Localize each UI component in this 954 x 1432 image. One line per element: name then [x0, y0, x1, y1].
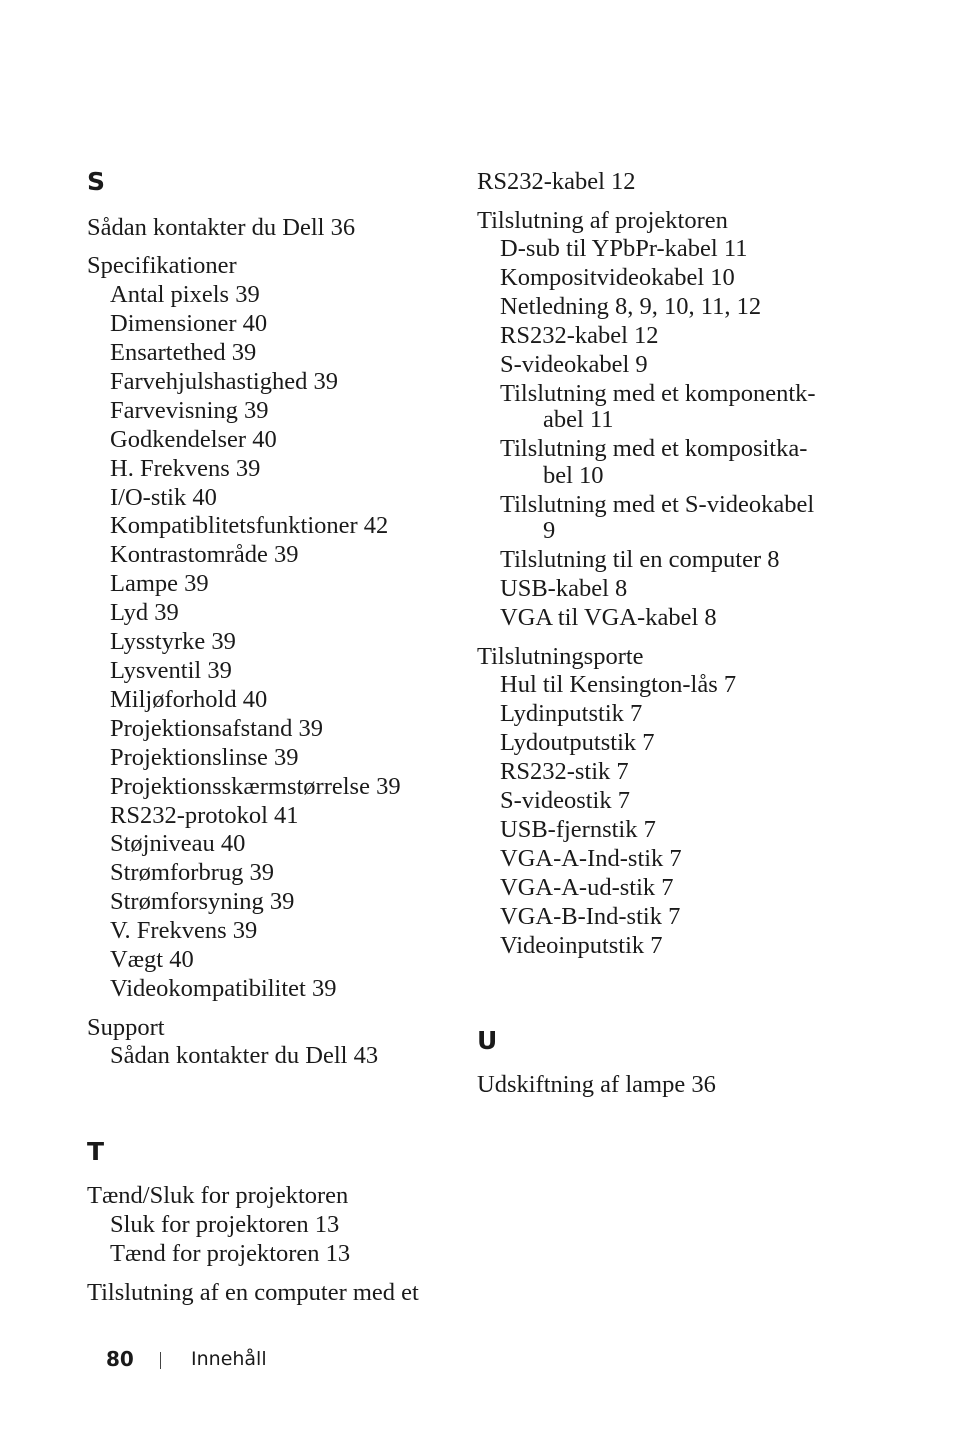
index-subentry: Lampe 39	[110, 570, 209, 597]
index-subentry: Tænd for projektoren 13	[110, 1240, 351, 1267]
index-subentry: VGA til VGA-kabel 8	[500, 604, 717, 631]
index-subentry-continuation: 9	[543, 517, 556, 544]
index-subentry: Godkendelser 40	[110, 426, 277, 453]
index-subentry: Kompositvideokabel 10	[500, 264, 735, 291]
index-subentry: Dimensioner 40	[110, 310, 268, 337]
index-entry: RS232-kabel 12	[477, 168, 636, 195]
index-subentry: Kompatiblitetsfunktioner 42	[110, 512, 389, 539]
index-subentry: I/O-stik 40	[110, 484, 217, 511]
index-subentry: Ensartethed 39	[110, 339, 257, 366]
index-subentry: Netledning 8, 9, 10, 11, 12	[500, 293, 762, 320]
index-subentry: H. Frekvens 39	[110, 455, 261, 482]
index-subentry: Lyd 39	[110, 599, 179, 626]
index-subentry: RS232-stik 7	[500, 758, 629, 785]
index-subentry: Tilslutning med et S-videokabel	[500, 491, 815, 518]
index-subentry: Strømforbrug 39	[110, 859, 274, 886]
index-entry: Tilslutning af en computer med et	[87, 1279, 419, 1306]
index-subentry: VGA-B-Ind-stik 7	[500, 903, 681, 930]
index-entry: Tilslutning af projektoren	[477, 207, 728, 234]
index-subentry: Farvehjulshastighed 39	[110, 368, 338, 395]
index-subentry: Videoinputstik 7	[500, 932, 663, 959]
index-subentry: RS232-kabel 12	[500, 322, 659, 349]
index-subentry: Lysventil 39	[110, 657, 232, 684]
index-subentry: Sluk for projektoren 13	[110, 1211, 340, 1238]
index-subentry: Miljøforhold 40	[110, 686, 268, 713]
index-subentry: Sådan kontakter du Dell 43	[110, 1042, 379, 1069]
index-entry: Udskiftning af lampe 36	[477, 1071, 716, 1098]
index-subentry: VGA-A-Ind-stik 7	[500, 845, 682, 872]
index-subentry: Vægt 40	[110, 946, 194, 973]
footer-section-title: Innehåll	[191, 1348, 267, 1370]
index-subentry: V. Frekvens 39	[110, 917, 258, 944]
index-subentry: VGA-A-ud-stik 7	[500, 874, 674, 901]
index-subentry-continuation: abel 11	[543, 406, 614, 433]
index-subentry: RS232-protokol 41	[110, 802, 299, 829]
index-entry: Tilslutningsporte	[477, 643, 644, 670]
index-subentry: Hul til Kensington-lås 7	[500, 671, 737, 698]
index-subentry: Kontrastområde 39	[110, 541, 299, 568]
index-subentry: Lydoutputstik 7	[500, 729, 655, 756]
index-subentry: Projektionslinse 39	[110, 744, 299, 771]
index-subentry: USB-kabel 8	[500, 575, 628, 602]
index-subentry: Projektionsafstand 39	[110, 715, 323, 742]
footer-divider	[160, 1352, 161, 1369]
index-subentry: S-videokabel 9	[500, 351, 648, 378]
index-subentry: Videokompatibilitet 39	[110, 975, 337, 1002]
index-subentry: Tilslutning med et komponentk-	[500, 380, 816, 407]
index-entry: Sådan kontakter du Dell 36	[87, 214, 356, 241]
section-letter-t: T	[87, 1137, 105, 1166]
index-subentry: Antal pixels 39	[110, 281, 260, 308]
index-entry: Support	[87, 1014, 165, 1041]
index-subentry: D-sub til YPbPr-kabel 11	[500, 235, 748, 262]
index-subentry: S-videostik 7	[500, 787, 630, 814]
index-subentry: Strømforsyning 39	[110, 888, 295, 915]
index-subentry: Støjniveau 40	[110, 830, 246, 857]
index-subentry: Tilslutning med et kompositka-	[500, 435, 808, 462]
index-subentry: Farvevisning 39	[110, 397, 269, 424]
index-subentry: Lydinputstik 7	[500, 700, 643, 727]
index-subentry-continuation: bel 10	[543, 462, 604, 489]
section-letter-u: U	[477, 1026, 498, 1055]
index-subentry: Tilslutning til en computer 8	[500, 546, 780, 573]
index-entry: Specifikationer	[87, 252, 237, 279]
index-entry: Tænd/Sluk for projektoren	[87, 1182, 349, 1209]
section-letter-s: S	[87, 167, 106, 196]
index-subentry: Lysstyrke 39	[110, 628, 236, 655]
index-subentry: USB-fjernstik 7	[500, 816, 656, 843]
index-subentry: Projektionsskærmstørrelse 39	[110, 773, 401, 800]
page-number: 80	[106, 1347, 134, 1371]
